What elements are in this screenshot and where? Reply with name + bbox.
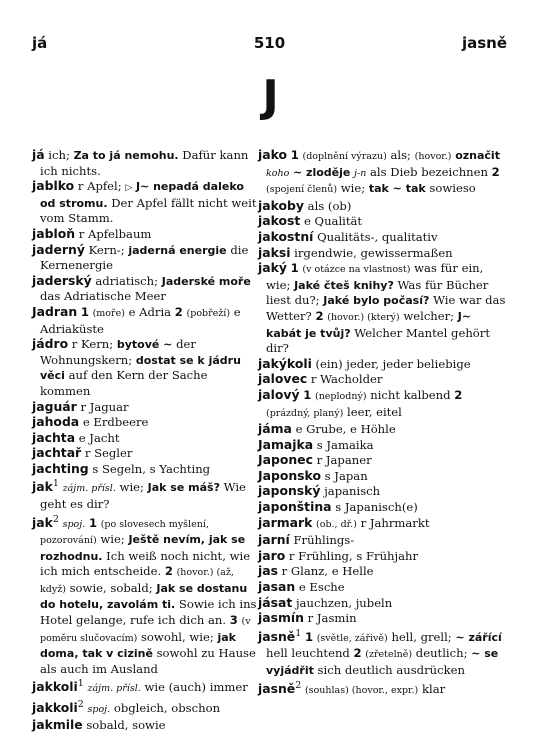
grammar-label: spoj.	[62, 518, 86, 530]
header-last-headword: jasně	[461, 34, 507, 52]
translation-text: welcher;	[399, 308, 458, 323]
translation-text: die Kernenergie	[40, 242, 249, 273]
headword: jabloň	[32, 225, 76, 241]
usage-note: (hovor.)	[414, 151, 452, 162]
translation-text: e Erdbeere	[79, 415, 149, 430]
sense-number: 2	[454, 387, 463, 402]
headword: japonština	[258, 499, 332, 515]
headword: jasně	[258, 681, 296, 697]
headword: jarní	[258, 532, 290, 548]
dictionary-entry	[258, 261, 506, 356]
sense-number: 2	[353, 646, 362, 661]
translation-text: e Grube, e Höhle	[291, 422, 396, 437]
headword: jasmín	[258, 610, 304, 626]
dictionary-entry	[32, 513, 260, 677]
translation-text: irgendwie, gewissermaßen	[290, 245, 453, 260]
translation-text: deutlich;	[412, 646, 472, 661]
dictionary-entry	[32, 431, 260, 446]
translation-text: sowie, sobald;	[65, 580, 157, 595]
example-phrase: Jaderské moře	[161, 274, 251, 288]
dictionary-entry	[32, 677, 260, 696]
left-column	[32, 148, 260, 734]
dictionary-entry	[32, 400, 260, 415]
translation-text: Frühlings-	[289, 533, 355, 548]
headword: Japonec	[258, 452, 313, 468]
translation-text: s Jamaika	[313, 437, 374, 452]
example-phrase: tak ~ tak	[368, 182, 426, 196]
translation-text: Ich weiß noch nicht, wie ich mich entscheide.	[40, 548, 251, 579]
dictionary-entry	[258, 148, 506, 198]
section-letter: J	[262, 71, 279, 122]
usage-note: (v poměru slučovacím)	[40, 615, 251, 644]
headword: jakkoli	[32, 679, 78, 695]
page-number: 510	[253, 34, 286, 52]
translation-text: sobald, sowie	[82, 718, 166, 733]
translation-text: e Adriaküste	[40, 304, 241, 336]
headword: jasně	[258, 628, 296, 644]
translation-text: als Dieb bezeichnen	[366, 164, 492, 179]
usage-note: (zřetelně)	[365, 649, 413, 661]
headword: jasan	[258, 579, 296, 595]
translation-text: hell, grell;	[387, 629, 456, 644]
dictionary-entry	[32, 446, 260, 461]
dictionary-entry	[258, 516, 506, 533]
headword: jalovec	[258, 371, 308, 387]
right-column	[258, 148, 506, 700]
usage-note: (hovor.) (který)	[327, 311, 400, 323]
sense-number: 1	[290, 261, 299, 276]
headword: jahoda	[32, 414, 80, 430]
example-phrase: Jaké bylo počasí?	[323, 294, 430, 308]
dictionary-entry	[258, 500, 506, 515]
dictionary-entry	[32, 462, 260, 477]
homonym-index: 2	[77, 698, 84, 710]
headword: jakmile	[32, 717, 83, 733]
headword: jásat	[258, 594, 293, 610]
headword: jas	[258, 563, 278, 579]
headword: jak	[32, 479, 53, 495]
homonym-index: 2	[52, 513, 59, 525]
sense-number: 2	[174, 304, 183, 319]
translation-text: Der Apfel fällt nicht weit vom Stamm.	[40, 195, 257, 226]
translation-text: wie;	[115, 480, 148, 495]
translation-text: klar	[418, 682, 446, 697]
dictionary-entry	[32, 227, 260, 242]
headword: jablko	[32, 178, 75, 194]
translation-text: r Frühling, s Frühjahr	[285, 548, 419, 563]
headword: jaksi	[258, 244, 291, 260]
grammar-label: spoj.	[87, 703, 111, 715]
example-phrase: dostat se k jádru věci	[40, 353, 241, 383]
translation-text: s Segeln, s Yachting	[88, 461, 211, 476]
usage-note: (hovor.) (až, když)	[40, 567, 234, 595]
dictionary-entry	[258, 388, 506, 421]
translation-text: r Apfel;	[74, 179, 126, 194]
headword: jaguár	[32, 398, 77, 414]
translation-text: der Wohnungskern;	[40, 337, 196, 367]
usage-note: (spojení členů)	[266, 184, 338, 196]
translation-text: s Japanisch(e)	[331, 500, 418, 515]
usage-note: (pobřeží)	[186, 307, 231, 319]
translation-text: r Jasmin	[303, 611, 357, 626]
headword: jakost	[258, 213, 301, 229]
translation-text: sich deutlich ausdrücken	[313, 662, 465, 677]
dictionary-entry	[32, 718, 260, 733]
dictionary-entry	[258, 246, 506, 261]
translation-text: hell leuchtend	[266, 646, 354, 661]
translation-text: Was für Bücher liest du?;	[266, 277, 489, 308]
sense-number: 2	[491, 164, 500, 179]
grammar-label: zájm. přísl.	[87, 683, 141, 695]
dictionary-entry	[258, 357, 506, 372]
sense-number: 3	[229, 612, 238, 627]
dictionary-entry	[258, 611, 506, 626]
translation-text: r Glanz, e Helle	[277, 564, 374, 579]
dictionary-entry	[32, 337, 260, 398]
dictionary-entry	[258, 372, 506, 387]
headword: jachta	[32, 429, 76, 445]
dictionary-entry	[258, 422, 506, 437]
translation-text: das Adriatische Meer	[40, 289, 166, 304]
example-phrase: ~ se vyjádřit	[266, 647, 499, 677]
headword: Japonsko	[258, 467, 321, 483]
example-phrase: jak doma, tak v cizině	[40, 630, 236, 661]
translation-text: adriatisch;	[91, 273, 162, 288]
headword: jaderný	[32, 241, 85, 257]
dictionary-entry	[258, 549, 506, 564]
dictionary-entry	[258, 580, 506, 595]
translation-text: r Kern;	[68, 337, 117, 352]
dictionary-entry	[32, 148, 260, 178]
dictionary-entry	[258, 453, 506, 468]
dictionary-entry	[258, 484, 506, 499]
usage-note: (doplnění výrazu)	[302, 151, 387, 162]
translation-text: japanisch	[320, 484, 381, 499]
header-first-headword: já	[32, 34, 48, 52]
translation-text: e Adria	[124, 304, 175, 319]
translation-text: r Japaner	[312, 453, 372, 468]
translation-text: was für ein, wie;	[266, 261, 484, 292]
translation-text: Sowie ich ins Hotel gelange, rufe ich dich an.	[40, 597, 257, 627]
headword: jalový	[258, 386, 300, 402]
headword: jádro	[32, 336, 69, 352]
example-phrase: Ještě nevím, jak se rozhodnu.	[40, 532, 246, 563]
dictionary-entry	[32, 415, 260, 430]
translation-text: e Esche	[295, 580, 345, 595]
usage-note: (ob., dř.)	[316, 518, 357, 530]
translation-text: r Jaguar	[76, 399, 129, 414]
sense-number: 1	[80, 304, 89, 319]
usage-note: (neplodný)	[314, 390, 367, 402]
headword: jaderský	[32, 272, 92, 288]
translation-text: (ein) jeder, jeder beliebige	[311, 356, 471, 371]
translation-text: Wie geht es dir?	[40, 480, 246, 511]
usage-note: (v otázce na vlastnost)	[302, 264, 411, 276]
translation-text: auf den Kern der Sache kommen	[40, 368, 208, 398]
headword: Jamajka	[258, 436, 314, 452]
sense-number: 1	[88, 515, 98, 530]
translation-text: leer, eitel	[343, 404, 402, 419]
homonym-index: 1	[77, 678, 84, 690]
dictionary-entry	[258, 469, 506, 484]
dictionary-entry	[258, 214, 506, 229]
usage-note: (po slovesech myšlení, pozorování)	[40, 518, 209, 546]
homonym-index: 1	[295, 627, 302, 639]
headword: Jadran	[32, 303, 78, 319]
example-phrase: ~ zářící	[455, 630, 502, 644]
dictionary-entry	[258, 199, 506, 214]
translation-text: sowohl zu Hause als auch im Ausland	[40, 646, 256, 676]
sense-number: 1	[290, 148, 299, 162]
translation-text: r Wacholder	[307, 372, 383, 387]
usage-note: (světle, zářivě)	[316, 632, 388, 644]
translation-text: Welcher Mantel gehört dir?	[266, 325, 490, 356]
example-phrase: Jak se dostanu do hotelu, zavolám ti.	[40, 581, 248, 612]
idiom-marker-icon: ▷	[125, 183, 133, 194]
example-phrase: Jaké čteš knihy?	[294, 278, 394, 292]
headword: japonský	[258, 483, 321, 499]
example-phrase: J~ kabát je tvůj?	[266, 309, 472, 340]
headword: jakoby	[258, 197, 304, 213]
dictionary-entry	[32, 243, 260, 273]
sense-number: 2	[164, 564, 173, 579]
grammar-label: zájm. přísl.	[62, 483, 116, 495]
dictionary-entry	[32, 477, 260, 511]
homonym-index: 2	[295, 680, 302, 692]
example-phrase: Jak se máš?	[147, 481, 220, 495]
headword: já	[32, 147, 45, 162]
example-phrase: bytové ~	[116, 338, 173, 352]
translation-text: Qualitäts-, qualitativ	[313, 229, 438, 244]
dictionary-entry	[32, 179, 260, 226]
headword: jakýkoli	[258, 355, 312, 371]
dictionary-entry	[258, 627, 506, 679]
dictionary-entry	[32, 698, 260, 717]
sense-number: 2	[315, 308, 324, 323]
headword: jaký	[258, 260, 287, 276]
usage-note: (prázdný, planý)	[266, 407, 344, 419]
dictionary-entry	[258, 230, 506, 245]
dictionary-entry	[258, 679, 506, 698]
headword: jakkoli	[32, 699, 78, 715]
sense-number: 1	[303, 387, 312, 402]
example-phrase: ~ zloděje	[293, 165, 351, 179]
translation-text: e Qualität	[300, 214, 363, 229]
example-phrase: Za to já nemohu.	[73, 149, 179, 162]
translation-text: wie;	[337, 181, 369, 196]
headword: jarmark	[258, 514, 313, 530]
example-phrase: J~ nepadá daleko od stromu.	[40, 180, 244, 210]
dictionary-entry	[258, 564, 506, 579]
page-header	[32, 34, 507, 54]
translation-text: wie (auch) immer	[140, 680, 248, 695]
usage-note: (souhlas) (hovor., expr.)	[304, 685, 419, 697]
translation-text: als (ob)	[303, 198, 352, 213]
dictionary-entry	[32, 274, 260, 304]
translation-text: e Jacht	[75, 430, 120, 445]
grammar-label: j-n	[354, 167, 367, 179]
headword: jaro	[258, 547, 286, 563]
translation-text: s Japan	[320, 468, 368, 483]
translation-text: obgleich, obschon	[110, 700, 221, 715]
example-phrase: označit	[455, 149, 500, 162]
translation-text: als;	[386, 148, 415, 162]
headword: jáma	[258, 421, 292, 437]
translation-text: sowieso	[425, 181, 476, 196]
grammar-label: koho	[266, 167, 290, 179]
example-phrase: jaderná energie	[128, 243, 227, 257]
translation-text: Wie war das Wetter?	[266, 293, 506, 323]
translation-text: r Segler	[81, 446, 133, 461]
dictionary-entry	[258, 438, 506, 453]
headword: jako	[258, 147, 288, 162]
translation-text: wie;	[96, 531, 129, 546]
translation-text: Dafür kann ich nichts.	[40, 148, 249, 178]
translation-text: r Jahrmarkt	[356, 515, 430, 530]
headword: jachting	[32, 460, 89, 476]
translation-text: r Apfelbaum	[75, 226, 152, 241]
translation-text: sowohl, wie;	[137, 629, 218, 644]
headword: jak	[32, 514, 53, 530]
translation-text: nicht kalbend	[366, 387, 455, 402]
dictionary-entry	[258, 596, 506, 611]
dictionary-entry	[32, 305, 260, 336]
translation-text: Kern-;	[84, 242, 129, 257]
sense-number: 1	[304, 629, 314, 644]
translation-text: jauchzen, jubeln	[292, 595, 393, 610]
headword: jachtař	[32, 445, 82, 461]
usage-note: (moře)	[92, 307, 125, 319]
headword: jakostní	[258, 228, 314, 244]
translation-text: ich;	[44, 148, 74, 162]
dictionary-entry	[258, 533, 506, 548]
homonym-index: 1	[52, 478, 59, 490]
